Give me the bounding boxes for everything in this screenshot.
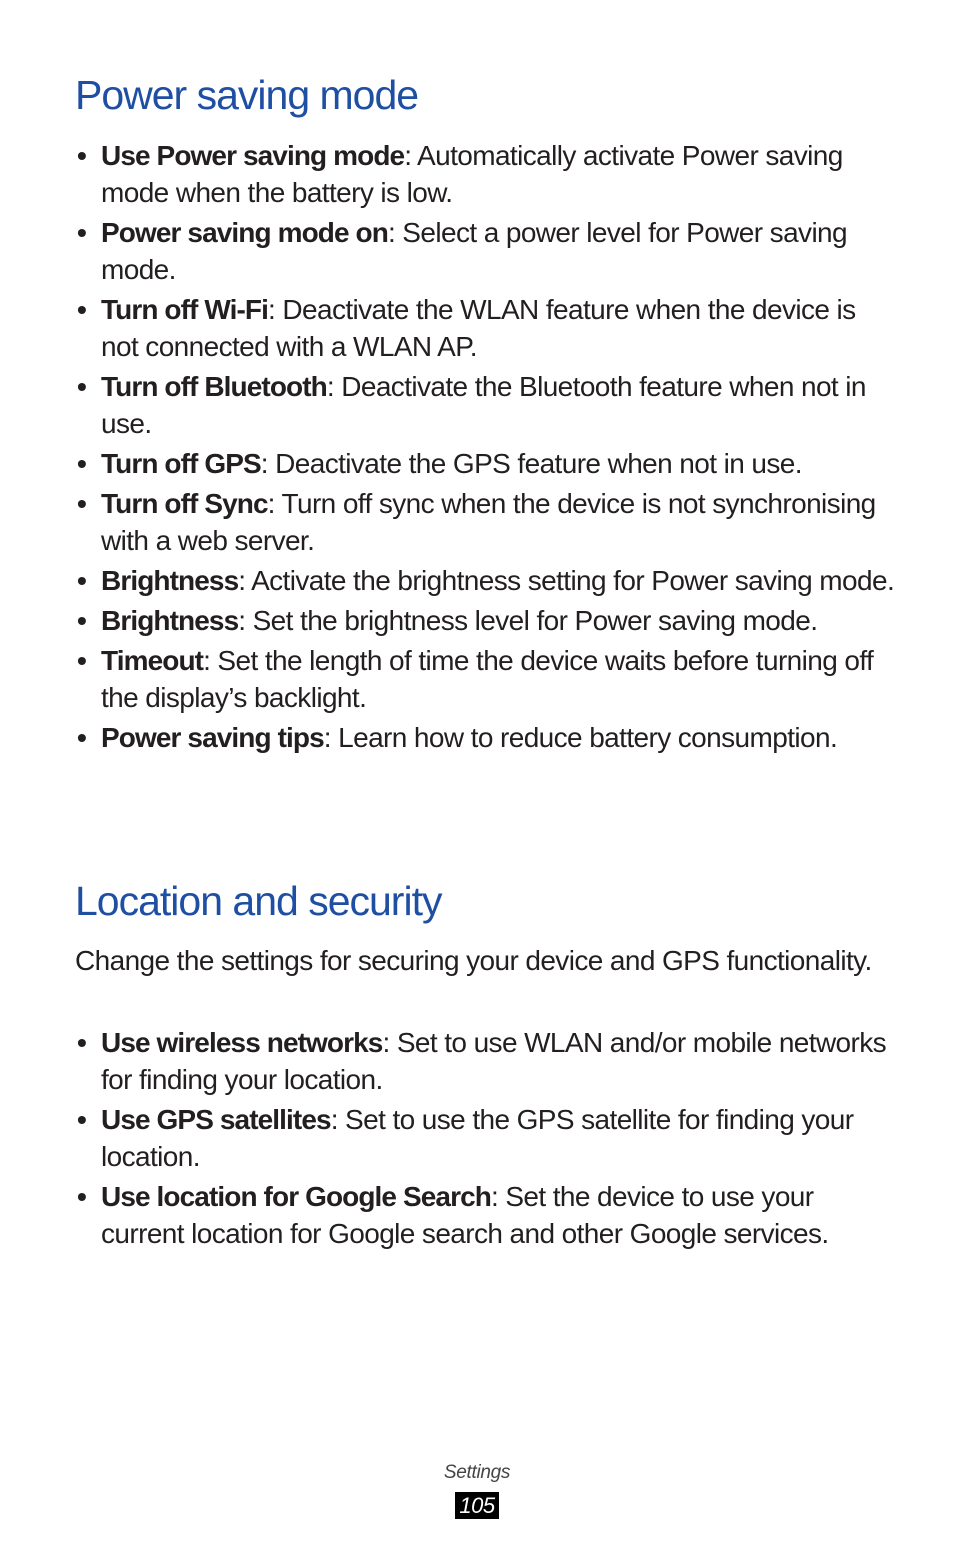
option-term: Brightness [101, 565, 239, 596]
bullet: • [77, 294, 87, 325]
option-description: : Set the length of time the device waits before turning off the display’s backlight. [101, 645, 874, 713]
option-description: : Deactivate the WLAN feature when the device is not connected with a WLAN AP. [101, 294, 856, 362]
list-item [75, 562, 895, 599]
page-number: 105 [455, 1492, 498, 1519]
list-item [75, 291, 895, 365]
list-item [75, 368, 895, 442]
bullet: • [77, 605, 87, 636]
list-item [75, 602, 895, 639]
bullet: • [77, 217, 87, 248]
option-description: : Turn off sync when the device is not synchronising with a web server. [101, 488, 876, 556]
bullet: • [77, 1027, 87, 1058]
option-description: : Learn how to reduce battery consumption. [323, 722, 838, 753]
list-item [75, 485, 895, 559]
bullet: • [77, 722, 87, 753]
option-term: Brightness [101, 605, 239, 636]
option-term: Use Power saving mode [101, 140, 405, 171]
option-term: Turn off Wi-Fi [101, 294, 269, 325]
list-item [75, 1101, 895, 1175]
option-description: : Automatically activate Power saving mode when the battery is low. [101, 140, 843, 208]
option-description: : Set to use WLAN and/or mobile networks for finding your location. [101, 1027, 887, 1095]
location-options-list [75, 1024, 895, 1255]
bullet: • [77, 140, 87, 171]
list-item [75, 1024, 895, 1098]
option-description: : Deactivate the GPS feature when not in use. [260, 448, 802, 479]
bullet: • [77, 488, 87, 519]
bullet: • [77, 645, 87, 676]
footer-section-label: Settings [443, 1462, 511, 1483]
section-title-power-saving-mode: Power saving mode [75, 72, 419, 118]
bullet: • [77, 565, 87, 596]
power-saving-options-list [75, 137, 895, 759]
option-term: Turn off GPS [101, 448, 261, 479]
section-intro: Change the settings for securing your device and GPS functionality. [75, 945, 872, 976]
bullet: • [77, 371, 87, 402]
list-item [75, 719, 895, 756]
list-item [75, 214, 895, 288]
option-description: : Activate the brightness setting for Power saving mode. [238, 565, 895, 596]
list-item [75, 445, 895, 482]
option-description: : Set to use the GPS satellite for finding your location. [101, 1104, 854, 1172]
option-term: Turn off Bluetooth [101, 371, 327, 402]
option-description: : Select a power level for Power saving mode. [101, 217, 848, 285]
option-description: : Deactivate the Bluetooth feature when not in use. [101, 371, 866, 439]
list-item [75, 1178, 895, 1252]
option-term: Power saving mode on [101, 217, 388, 248]
option-description: : Set the brightness level for Power saving mode. [238, 605, 818, 636]
option-term: Use location for Google Search [101, 1181, 491, 1212]
option-term: Power saving tips [101, 722, 324, 753]
section-title-location-and-security: Location and security [75, 878, 442, 924]
bullet: • [77, 1104, 87, 1135]
option-description: : Set the device to use your current location for Google search and other Google services. [101, 1181, 829, 1249]
bullet: • [77, 448, 87, 479]
option-term: Use wireless networks [101, 1027, 383, 1058]
option-term: Use GPS satellites [101, 1104, 331, 1135]
bullet: • [77, 1181, 87, 1212]
footer-page-number-wrap [0, 1492, 954, 1519]
option-term: Turn off Sync [101, 488, 268, 519]
list-item [75, 642, 895, 716]
list-item [75, 137, 895, 211]
option-term: Timeout [101, 645, 204, 676]
